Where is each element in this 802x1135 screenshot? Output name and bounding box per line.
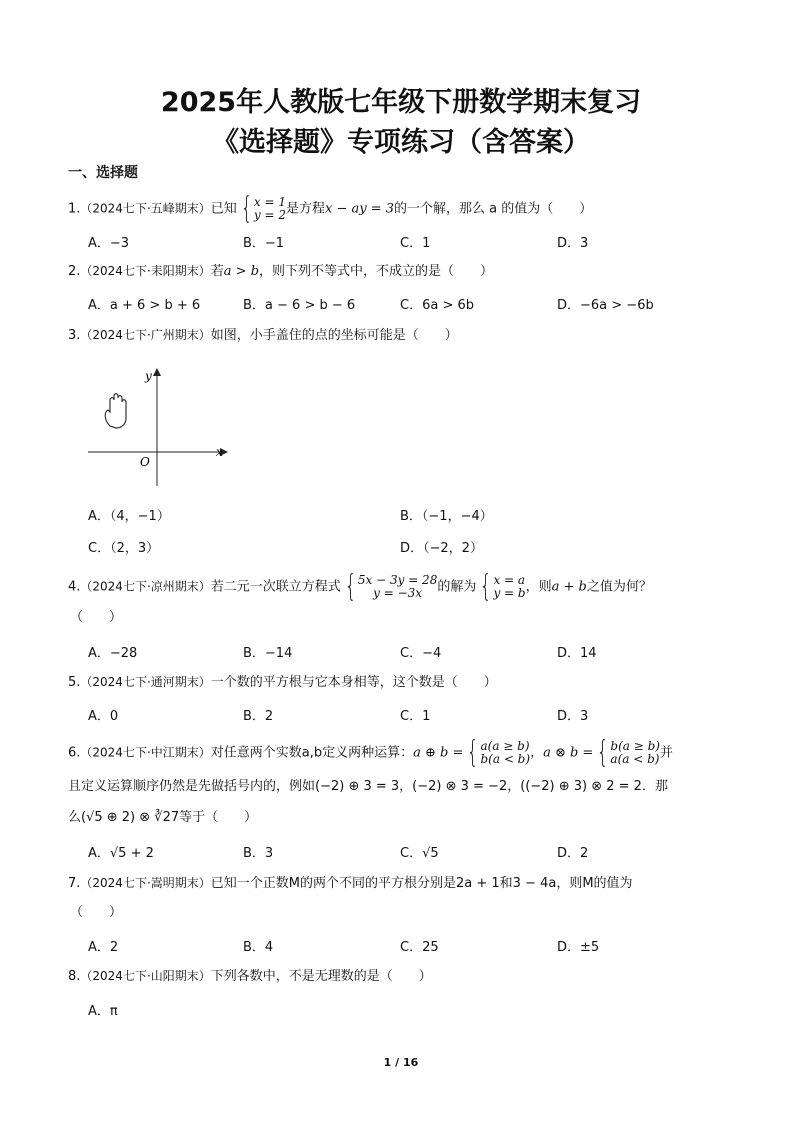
q-source: （2024七下·耒阳期末）: [80, 264, 211, 278]
answer-paren: （ ）: [70, 905, 123, 920]
q-text: ，则下列不等式中，不成立的是（ ）: [259, 264, 494, 279]
eq: y = 2: [253, 208, 286, 222]
y-arrow: [153, 368, 161, 376]
eq: y = −3x: [373, 586, 423, 600]
equation-system: { x = 1 y = 2: [240, 191, 286, 226]
option-b: B．3: [243, 846, 274, 861]
option-d: D．±5: [557, 940, 600, 955]
eq: a(a < b): [610, 752, 660, 766]
option-d: D．2: [557, 846, 589, 861]
eq: b(a ≥ b): [610, 739, 660, 753]
q-text: 的一个解，那么 a 的值为（ ）: [394, 201, 593, 217]
eq: 5x − 3y = 28: [357, 573, 438, 587]
q-num: 4.: [68, 579, 81, 595]
section-heading: 一、选择题: [68, 165, 138, 181]
piecewise-def: { a(a ≥ b) b(a < b): [467, 735, 531, 770]
q-math: a ⊕ b =: [413, 745, 464, 761]
option-c: C．25: [400, 940, 439, 955]
option-a: A．2: [88, 940, 119, 955]
eq: y = b: [493, 586, 526, 600]
question-1: [68, 191, 593, 226]
q-num: 7.: [68, 876, 81, 891]
question-8: [68, 967, 432, 986]
q-num: 3.: [68, 328, 81, 343]
option-b: B．（−1，−4）: [400, 509, 493, 524]
q-num: 5.: [68, 675, 81, 690]
option-b: B．a − 6 > b − 6: [243, 298, 356, 313]
option-c: C．1: [400, 236, 431, 251]
hand-icon: [105, 394, 126, 428]
option-c: C．√5: [400, 846, 439, 861]
q-text: 对任意两个实数a,b定义两种运算：: [210, 745, 414, 761]
q-source: （2024七下·山阳期末）: [80, 969, 211, 983]
q-source: （2024七下·中江期末）: [80, 745, 211, 760]
option-c: C．−4: [400, 646, 442, 661]
origin-label: O: [140, 455, 150, 469]
option-a: A．−3: [88, 236, 130, 251]
option-b: B．4: [243, 940, 274, 955]
option-a: A．√5 + 2: [88, 846, 154, 861]
q-text: 若: [210, 264, 224, 279]
question-7: [68, 874, 633, 893]
q-source: （2024七下·广州期末）: [80, 328, 211, 342]
q-num: 8.: [68, 969, 81, 984]
q-text: 已知一个正数M的两个不同的平方根分别是2a + 1和3 − 4a，则M的值为: [210, 876, 633, 891]
option-d: D．−6a > −6b: [557, 298, 654, 313]
option-a: A．（4，−1）: [88, 509, 170, 524]
option-d: D．（−2，2）: [400, 541, 483, 556]
option-c: C．（2，3）: [88, 541, 160, 556]
option-b: B．2: [243, 709, 274, 724]
question-5: [68, 673, 497, 692]
option-b: B．−14: [243, 646, 293, 661]
title-line-2: 《选择题》专项练习（含答案）: [212, 127, 590, 158]
q-math: a > b: [223, 264, 260, 279]
q-num: 2.: [68, 264, 81, 279]
option-a: A．0: [88, 709, 119, 724]
question-3: [68, 326, 458, 345]
eq: a(a ≥ b): [480, 739, 530, 753]
option-d: D．14: [557, 646, 597, 661]
q-source: （2024七下·通河期末）: [80, 675, 211, 689]
q-source: （2024七下·嵩明期末）: [80, 876, 211, 890]
q-math: x − ay = 3: [325, 201, 395, 217]
answer-paren: （ ）: [70, 610, 123, 625]
q-text: 已知: [210, 201, 237, 217]
option-c: C．6a > 6b: [400, 298, 474, 313]
eq: b(a < b): [480, 752, 531, 766]
q-math: a + b: [551, 579, 587, 595]
coordinate-graph: [80, 362, 240, 492]
y-label: y: [145, 369, 152, 383]
x-label: x: [216, 445, 223, 459]
option-a: A．a + 6 > b + 6: [88, 298, 201, 313]
q-text-line: 么(√5 ⊕ 2) ⊗ ∛27等于（ ）: [68, 810, 258, 825]
q-text: 的解为: [437, 579, 477, 595]
q-num: 6.: [68, 745, 81, 761]
option-a: A．−28: [88, 646, 138, 661]
option-d: D．3: [557, 236, 589, 251]
q-text: 并: [660, 745, 674, 761]
option-d: D．3: [557, 709, 589, 724]
solution-system: { x = a y = b: [480, 569, 526, 604]
piecewise-def: { b(a ≥ b) a(a < b): [597, 735, 660, 770]
q-source: （2024七下·凉州期末）: [80, 579, 211, 594]
question-2: [68, 262, 493, 281]
eq: x = 1: [253, 195, 286, 209]
question-4: [68, 569, 652, 604]
question-6: [68, 735, 674, 770]
q-text-line: 且定义运算顺序仍然是先做括号内的，例如(−2) ⊕ 3 = 3，(−2) ⊗ 3 = −2，((−2) ⊕ 3) ⊗ 2 = 2．那: [68, 779, 668, 794]
option-c: C．1: [400, 709, 431, 724]
q-math: ，a ⊗ b =: [530, 745, 594, 761]
option-a: A．π: [88, 1004, 118, 1019]
q-text: 一个数的平方根与它本身相等，这个数是（ ）: [210, 675, 497, 690]
q-num: 1.: [68, 201, 81, 217]
equation-system: { 5x − 3y = 28 y = −3x: [344, 569, 438, 604]
q-text: ，则: [525, 579, 552, 595]
q-text: 下列各数中，不是无理数的是（ ）: [210, 969, 432, 984]
page-number: 1 / 16: [383, 1056, 419, 1069]
q-source: （2024七下·五峰期末）: [80, 201, 211, 216]
eq: x = a: [493, 573, 526, 587]
q-text: 如图，小手盖住的点的坐标可能是（ ）: [210, 328, 458, 343]
q-text: 若二元一次联立方程式: [210, 579, 341, 595]
q-text: 之值为何？: [586, 579, 652, 595]
q-text: 是方程: [285, 201, 325, 217]
title-line-1: 2025年人教版七年级下册数学期末复习: [160, 87, 642, 118]
option-b: B．−1: [243, 236, 285, 251]
